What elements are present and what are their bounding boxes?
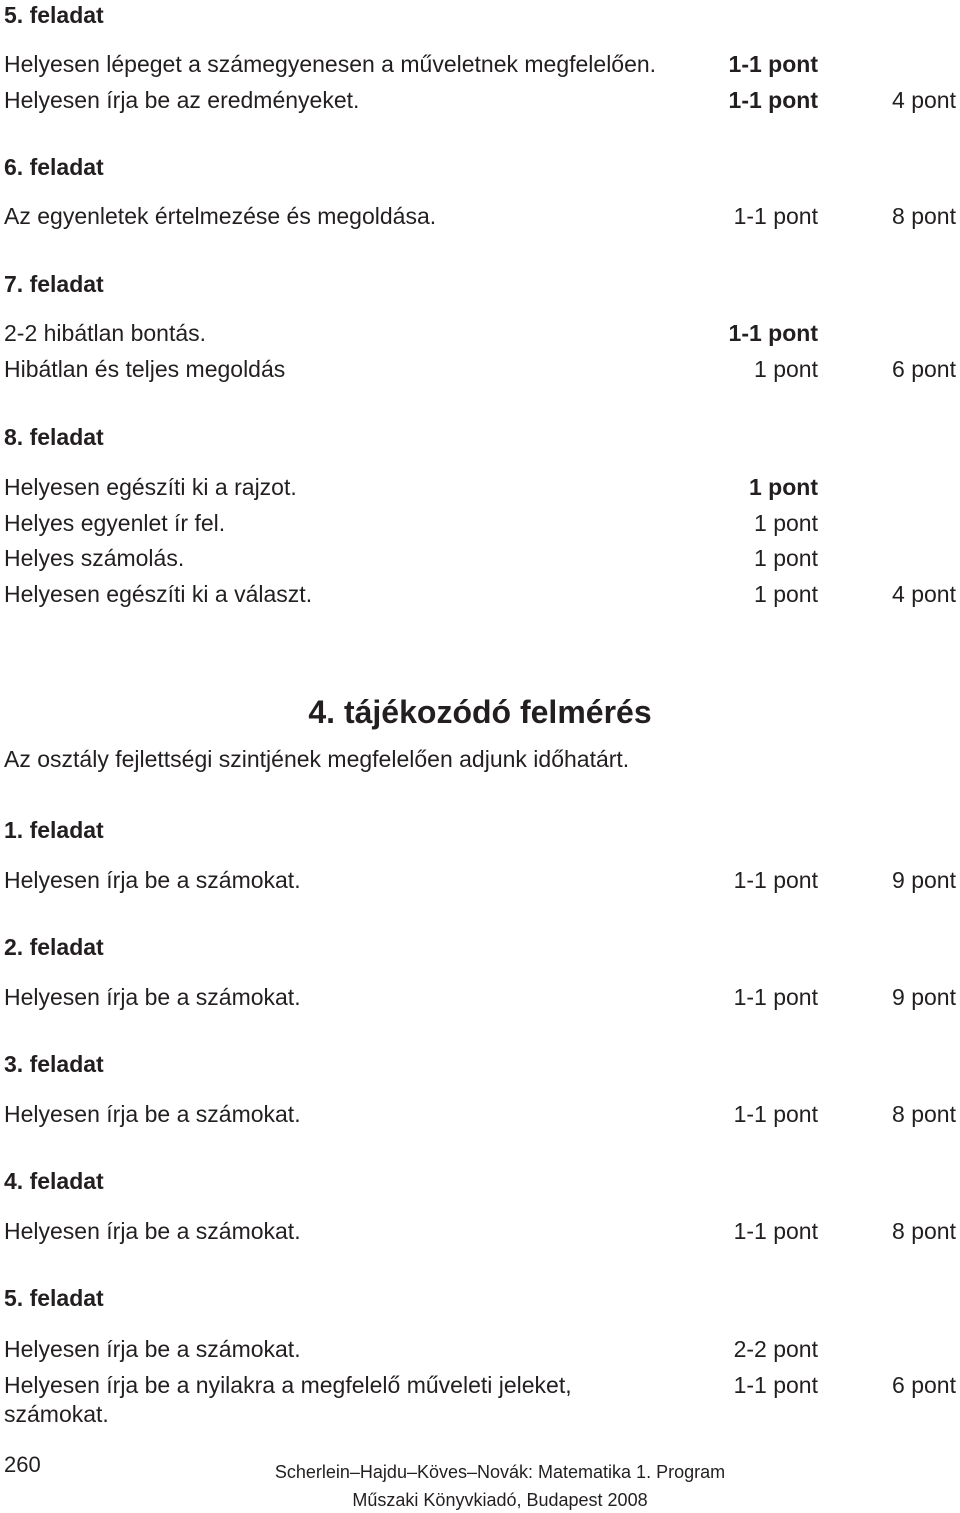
criterion-text: Helyesen lépeget a számegyenesen a műveletnek megfelelően. <box>4 51 657 77</box>
criterion-text: 2-2 hibátlan bontás. <box>4 320 207 346</box>
criterion-text: Helyesen egészíti ki a választ. <box>4 581 313 607</box>
criterion-text: Az egyenletek értelmezése és megoldása. <box>4 203 437 229</box>
criterion-points: 1-1 pont <box>733 1372 818 1398</box>
criterion-points: 1 pont <box>754 581 818 607</box>
criterion-points: 1-1 pont <box>733 984 818 1010</box>
criterion-text: Helyesen írja be az eredményeket. <box>4 87 360 113</box>
task-heading: 5. feladat <box>4 2 104 28</box>
task-heading: 3. feladat <box>4 1051 104 1077</box>
criterion-points: 1-1 pont <box>733 203 818 229</box>
section-title <box>0 694 960 731</box>
criterion-text: Hibátlan és teljes megoldás <box>4 356 286 382</box>
criterion-points: 1-1 pont <box>728 51 818 77</box>
task-heading: 6. feladat <box>4 154 104 180</box>
criterion-text: Helyesen írja be a számokat. <box>4 1218 301 1244</box>
task-total-points: 4 pont <box>892 581 956 607</box>
task-total-points: 8 pont <box>892 1101 956 1127</box>
criterion-text: Helyesen írja be a számokat. <box>4 1101 301 1127</box>
task-total-points: 6 pont <box>892 356 956 382</box>
section-title-text: 4. tájékozódó felmérés <box>308 694 652 730</box>
task-heading: 7. feladat <box>4 271 104 297</box>
criterion-points: 1 pont <box>754 356 818 382</box>
criterion-points: 1 pont <box>749 474 818 500</box>
criterion-text: Helyesen írja be a számokat. <box>4 984 301 1010</box>
task-total-points: 6 pont <box>892 1372 956 1398</box>
criterion-points: 2-2 pont <box>733 1336 818 1362</box>
task-total-points: 9 pont <box>892 867 956 893</box>
task-heading: 8. feladat <box>4 424 104 450</box>
criterion-text: Helyesen egészíti ki a rajzot. <box>4 474 297 500</box>
criterion-text: Helyes egyenlet ír fel. <box>4 510 226 536</box>
criterion-text: Helyes számolás. <box>4 545 185 571</box>
footer-authors: Scherlein–Hajdu–Köves–Novák: Matematika 1. Program <box>274 1462 726 1482</box>
task-heading: 2. feladat <box>4 934 104 960</box>
criterion-points: 1-1 pont <box>733 1101 818 1127</box>
criterion-text-continuation: számokat. <box>4 1401 109 1427</box>
footer-publisher: Műszaki Könyvkiadó, Budapest 2008 <box>352 1490 648 1510</box>
task-total-points: 8 pont <box>892 1218 956 1244</box>
criterion-text: Helyesen írja be a számokat. <box>4 1336 301 1362</box>
section-intro: Az osztály fejlettségi szintjének megfelelően adjunk időhatárt. <box>4 746 630 772</box>
task-heading: 1. feladat <box>4 817 104 843</box>
task-total-points: 8 pont <box>892 203 956 229</box>
criterion-points: 1-1 pont <box>728 320 818 346</box>
criterion-points: 1-1 pont <box>733 1218 818 1244</box>
criterion-points: 1 pont <box>754 545 818 571</box>
task-total-points: 9 pont <box>892 984 956 1010</box>
task-heading: 4. feladat <box>4 1168 104 1194</box>
task-total-points: 4 pont <box>892 87 956 113</box>
criterion-text: Helyesen írja be a nyilakra a megfelelő műveleti jeleket, <box>4 1372 572 1398</box>
criterion-points: 1 pont <box>754 510 818 536</box>
criterion-text: Helyesen írja be a számokat. <box>4 867 301 893</box>
page-number: 260 <box>4 1452 41 1477</box>
task-heading: 5. feladat <box>4 1285 104 1311</box>
criterion-points: 1-1 pont <box>728 87 818 113</box>
criterion-points: 1-1 pont <box>733 867 818 893</box>
